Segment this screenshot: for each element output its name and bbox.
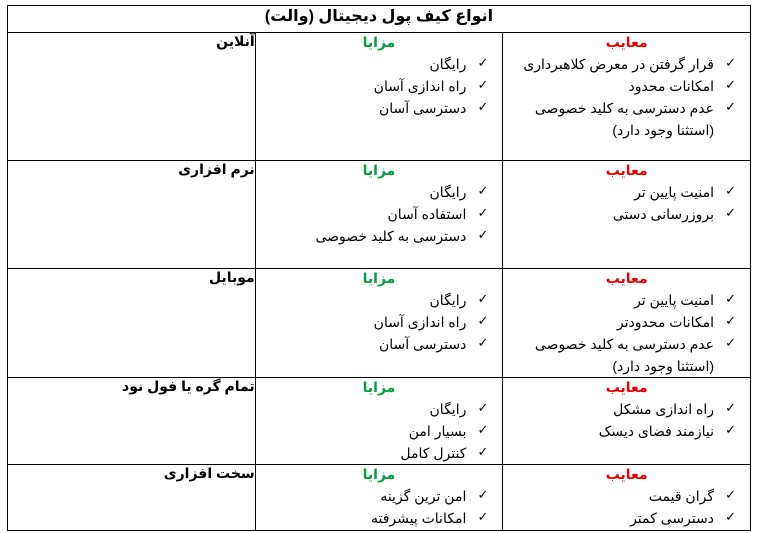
cons-cell bbox=[503, 378, 751, 465]
list-item bbox=[503, 333, 750, 377]
cons-heading: معایب bbox=[605, 270, 648, 286]
checkmark-icon: ✓ bbox=[477, 228, 489, 243]
list-item bbox=[256, 442, 503, 464]
checkmark-icon: ✓ bbox=[477, 184, 489, 199]
pros-list bbox=[256, 398, 503, 464]
list-item-text: عدم دسترسی به کلید خصوصی (استثنا وجود دارد) bbox=[534, 100, 714, 138]
cons-list bbox=[503, 485, 750, 529]
cons-heading: معایب bbox=[605, 34, 648, 50]
checkmark-icon: ✓ bbox=[725, 401, 736, 416]
checkmark-icon: ✓ bbox=[725, 100, 736, 115]
list-item-text: امکانات محدود bbox=[628, 78, 714, 94]
list-item-text: دسترسی آسان bbox=[378, 336, 467, 352]
cons-heading: معایب bbox=[605, 379, 648, 395]
list-item bbox=[256, 333, 503, 355]
list-item-text: دسترسی کمتر bbox=[630, 510, 714, 526]
title-row bbox=[8, 6, 751, 33]
checkmark-icon: ✓ bbox=[477, 423, 489, 438]
list-item-text: کنترل کامل bbox=[400, 445, 467, 461]
pros-cell bbox=[255, 269, 503, 378]
cons-list bbox=[503, 181, 750, 225]
cons-heading: معایب bbox=[605, 466, 648, 482]
list-item-text: دسترسی آسان bbox=[378, 100, 467, 116]
list-item-text: رایگان bbox=[429, 401, 467, 417]
list-item bbox=[503, 203, 750, 225]
list-item-text: امن ترین گزینه bbox=[380, 488, 467, 504]
wallet-type-label: تمام گره یا فول نود bbox=[8, 378, 256, 465]
pros-list bbox=[256, 181, 503, 247]
list-item bbox=[256, 75, 503, 97]
checkmark-icon: ✓ bbox=[477, 206, 489, 221]
list-item-text: بسیار امن bbox=[408, 423, 467, 439]
table-title: انواع کیف پول دیجیتال (والت) bbox=[8, 6, 751, 33]
list-item bbox=[256, 53, 503, 75]
list-item-text: راه اندازی مشکل bbox=[613, 401, 714, 417]
table-row bbox=[8, 33, 751, 161]
cons-cell bbox=[503, 269, 751, 378]
list-item bbox=[503, 398, 750, 420]
list-item-text: گران قیمت bbox=[648, 488, 714, 504]
checkmark-icon: ✓ bbox=[477, 445, 489, 460]
list-item-text: رایگان bbox=[429, 184, 467, 200]
list-item bbox=[256, 97, 503, 119]
list-item-text: امنیت پایین تر bbox=[634, 184, 714, 200]
list-item bbox=[503, 53, 750, 75]
wallet-type-label: سخت افزاری bbox=[8, 465, 256, 531]
checkmark-icon: ✓ bbox=[725, 510, 736, 525]
list-item-text: امکانات پیشرفته bbox=[370, 510, 467, 526]
wallet-type-label: آنلاین bbox=[8, 33, 256, 161]
checkmark-icon: ✓ bbox=[725, 184, 736, 199]
list-item-text: نیازمند فضای دیسک bbox=[598, 423, 714, 439]
cons-heading: معایب bbox=[605, 162, 648, 178]
list-item bbox=[256, 398, 503, 420]
wallet-types-table bbox=[7, 5, 751, 531]
pros-heading: مزایا bbox=[362, 162, 396, 178]
pros-heading: مزایا bbox=[362, 270, 396, 286]
pros-heading: مزایا bbox=[362, 34, 396, 50]
pros-cell bbox=[255, 465, 503, 531]
list-item-text: استفاده آسان bbox=[387, 206, 467, 222]
checkmark-icon: ✓ bbox=[477, 56, 489, 71]
checkmark-icon: ✓ bbox=[477, 292, 489, 307]
list-item bbox=[256, 311, 503, 333]
wallet-type-label: موبایل bbox=[8, 269, 256, 378]
pros-list bbox=[256, 289, 503, 355]
cons-cell bbox=[503, 161, 751, 269]
list-item bbox=[503, 420, 750, 442]
list-item-text: رایگان bbox=[429, 56, 467, 72]
table-row bbox=[8, 465, 751, 531]
list-item-text: دسترسی به کلید خصوصی bbox=[315, 228, 467, 244]
pros-cell bbox=[255, 33, 503, 161]
checkmark-icon: ✓ bbox=[477, 100, 489, 115]
list-item bbox=[503, 75, 750, 97]
list-item-text: قرار گرفتن در معرض کلاهبرداری bbox=[523, 56, 714, 72]
cons-cell bbox=[503, 33, 751, 161]
list-item bbox=[503, 311, 750, 333]
list-item-text: امکانات محدودتر bbox=[616, 314, 714, 330]
list-item bbox=[256, 507, 503, 529]
checkmark-icon: ✓ bbox=[725, 336, 736, 351]
checkmark-icon: ✓ bbox=[477, 314, 489, 329]
checkmark-icon: ✓ bbox=[477, 336, 489, 351]
table-row bbox=[8, 378, 751, 465]
list-item-text: بروزرسانی دستی bbox=[612, 206, 714, 222]
list-item bbox=[503, 289, 750, 311]
pros-heading: مزایا bbox=[362, 466, 396, 482]
list-item bbox=[503, 181, 750, 203]
list-item bbox=[256, 203, 503, 225]
checkmark-icon: ✓ bbox=[477, 510, 489, 525]
list-item bbox=[256, 181, 503, 203]
wallet-type-label: نرم افزاری bbox=[8, 161, 256, 269]
checkmark-icon: ✓ bbox=[477, 488, 489, 503]
cons-list bbox=[503, 289, 750, 377]
pros-list bbox=[256, 53, 503, 119]
checkmark-icon: ✓ bbox=[725, 56, 736, 71]
checkmark-icon: ✓ bbox=[725, 488, 736, 503]
list-item bbox=[256, 485, 503, 507]
checkmark-icon: ✓ bbox=[725, 423, 736, 438]
list-item bbox=[503, 485, 750, 507]
pros-heading: مزایا bbox=[362, 379, 396, 395]
checkmark-icon: ✓ bbox=[725, 206, 736, 221]
pros-cell bbox=[255, 378, 503, 465]
checkmark-icon: ✓ bbox=[725, 314, 736, 329]
cons-list bbox=[503, 53, 750, 141]
checkmark-icon: ✓ bbox=[477, 78, 489, 93]
checkmark-icon: ✓ bbox=[725, 292, 736, 307]
list-item bbox=[256, 420, 503, 442]
list-item bbox=[503, 507, 750, 529]
table-row bbox=[8, 161, 751, 269]
list-item-text: عدم دسترسی به کلید خصوصی (استثنا وجود دارد) bbox=[534, 336, 714, 374]
list-item bbox=[503, 97, 750, 141]
cons-cell bbox=[503, 465, 751, 531]
list-item bbox=[256, 289, 503, 311]
list-item bbox=[256, 225, 503, 247]
table-body bbox=[8, 33, 751, 531]
list-item-text: امنیت پایین تر bbox=[634, 292, 714, 308]
table-row bbox=[8, 269, 751, 378]
pros-list bbox=[256, 485, 503, 529]
checkmark-icon: ✓ bbox=[725, 78, 736, 93]
cons-list bbox=[503, 398, 750, 442]
pros-cell bbox=[255, 161, 503, 269]
list-item-text: راه اندازی آسان bbox=[373, 314, 467, 330]
list-item-text: راه اندازی آسان bbox=[373, 78, 467, 94]
list-item-text: رایگان bbox=[429, 292, 467, 308]
checkmark-icon: ✓ bbox=[477, 401, 489, 416]
